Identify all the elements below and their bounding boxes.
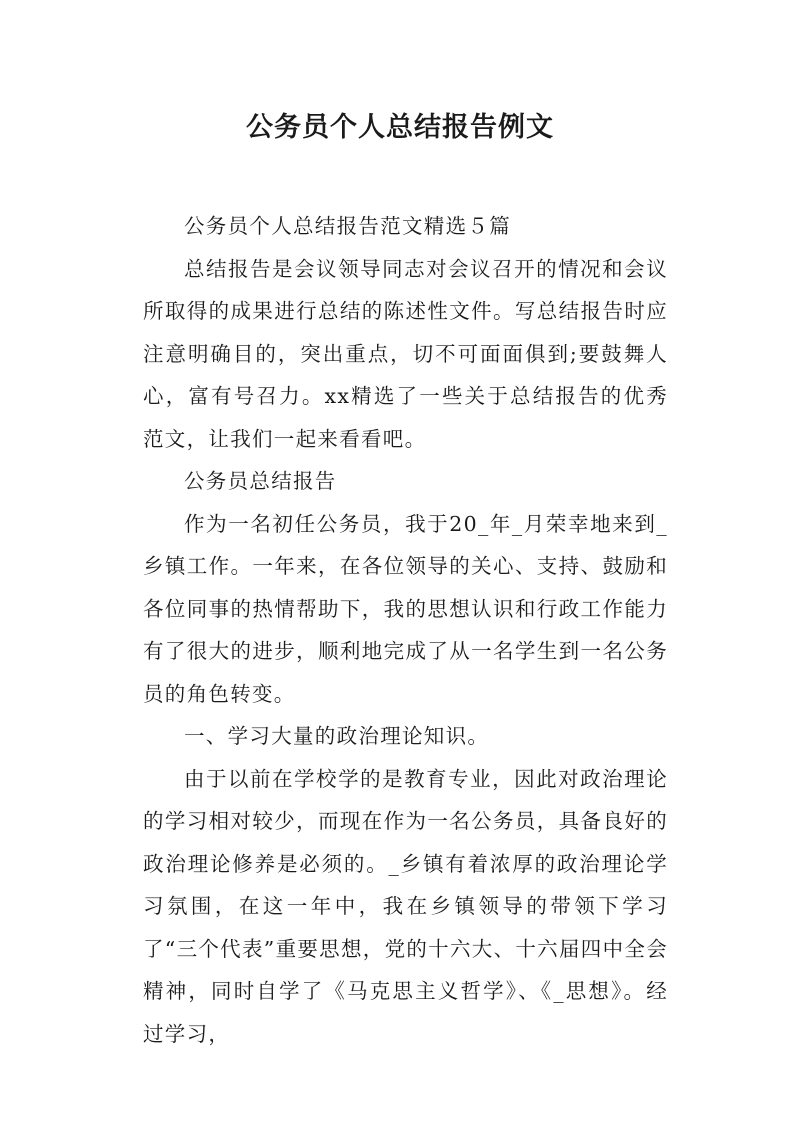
paragraph-intro: 总结报告是会议领导同志对会议召开的情况和会议所取得的成果进行总结的陈述性文件。写总结报告时应注意明确目的，突出重点，切不可面面俱到;要鼓舞人心，富有号召力。xx精选了一些关于总结报告的优秀范文，让我们一起来看看吧。: [143, 256, 668, 451]
document-title: 公务员个人总结报告例文: [246, 112, 554, 143]
paragraph-subtitle: 公务员个人总结报告范文精选５篇: [184, 214, 511, 238]
paragraph-work-summary: 作为一名初任公务员，我于20_年_月荣幸地来到_乡镇工作。一年来，在各位领导的关心、支持、鼓励和各位同事的热情帮助下，我的思想认识和行政工作能力有了很大的进步，顺利地完成了从一名学生到一名公务员的角色转变。: [143, 511, 668, 706]
paragraph-point-one-heading: 一、学习大量的政治理论知识。: [184, 724, 490, 748]
paragraph-section-heading: 公务员总结报告: [184, 469, 337, 493]
paragraph-point-one-body: 由于以前在学校学的是教育专业，因此对政治理论的学习相对较少，而现在作为一名公务员，具备良好的政治理论修养是必须的。_乡镇有着浓厚的政治理论学习氛围，在这一年中，我在乡镇领导的带领下学习了“三个代表”重要思想，党的十六大、十六届四中全会精神，同时自学了《马克思主义哲学》、《_思想》。经过学习，: [143, 766, 668, 1046]
document-body: [143, 205, 668, 1055]
